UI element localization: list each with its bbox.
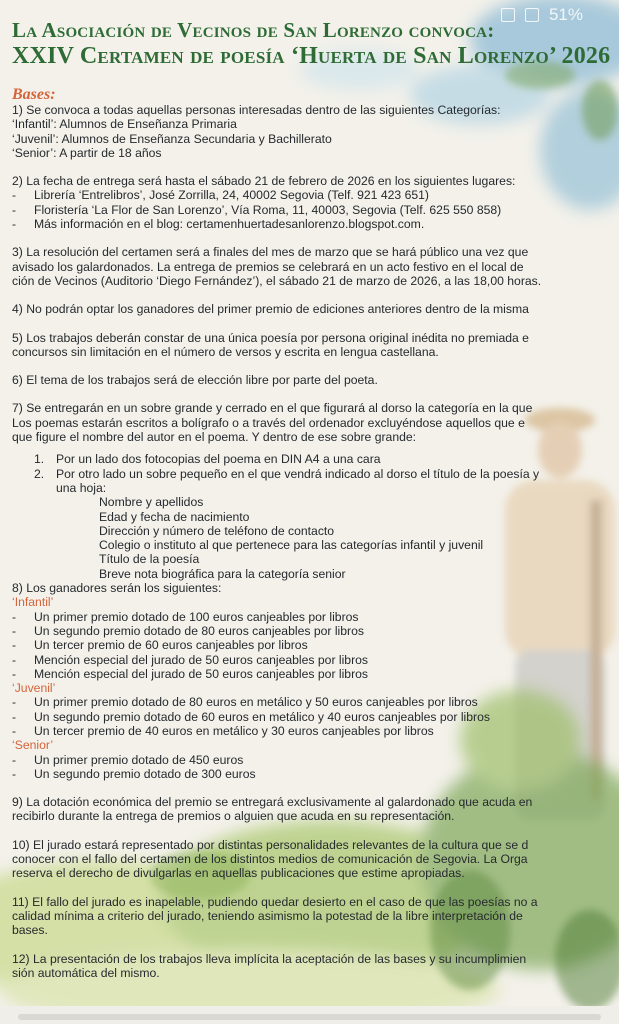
notification-icon — [501, 8, 515, 22]
required-field: Título de la poesía — [99, 552, 200, 567]
rule-3-text: ción de Vecinos (Auditorio ‘Diego Fernández’), el sábado 21 de marzo de 2026, a las 18,00 horas. — [12, 273, 542, 288]
rule-6-text: 6) El tema de los trabajos será de elección libre por parte del poeta. — [12, 373, 378, 388]
category-line: ‘Senior’: A partir de 18 años — [12, 145, 162, 160]
required-field: Nombre y apellidos — [99, 495, 204, 510]
rule-5-text: 5) Los trabajos deberán constar de una única poesía por persona original inédita no premiada e — [12, 330, 529, 345]
notification-icon — [525, 8, 539, 22]
required-field: Dirección y número de teléfono de contacto — [99, 523, 335, 538]
category-line: ‘Infantil’: Alumnos de Enseñanza Primaria — [12, 117, 237, 132]
rule-12-text: 12) La presentación de los trabajos lleva implícita la aceptación de las bases y su incumplimien — [12, 951, 527, 966]
prize-item: - Un segundo premio dotado de 80 euros canjeables por libros — [12, 624, 619, 638]
document — [12, 18, 619, 1003]
list-item: 2. Por otro lado un sobre pequeño en el que vendrá indicado al dorso el título de la poesía y — [34, 466, 540, 481]
rule-11-text: calidad mínima a criterio del jurado, teniendo asimismo la potestad de la libre interpretación de — [12, 908, 523, 923]
prize-item: - Un tercer premio de 40 euros en metálico y 30 euros canjeables por libros — [12, 724, 619, 738]
rule-4-text: 4) No podrán optar los ganadores del primer premio de ediciones anteriores dentro de la misma — [12, 302, 529, 317]
prize-item: - Un primer premio dotado de 100 euros canjeables por libros — [12, 610, 619, 624]
header-line: La Asociación de Vecinos de San Lorenzo convoca: — [12, 18, 495, 42]
prize-category: ‘Juvenil’ — [12, 681, 56, 696]
rule-5-text: concursos sin limitación en el número de versos y escrita en lengua castellana. — [12, 344, 439, 359]
prize-item: - Un primer premio dotado de 450 euros — [12, 753, 619, 767]
rule-7-text: Los poemas estarán escritos a bolígrafo o a través del ordenador excluyéndose aquellos que e — [12, 415, 525, 430]
rule-12-text: sión automática del mismo. — [12, 965, 160, 980]
category-line: ‘Juvenil’: Alumnos de Enseñanza Secundaria y Bachillerato — [12, 131, 332, 146]
scroll-indicator — [18, 1014, 601, 1020]
prize-category: ‘Senior’ — [12, 738, 54, 753]
list-item-continuation: una hoja: — [56, 480, 107, 495]
blog-info: - Más información en el blog: certamenhuertadesanlorenzo.blogspot.com. — [12, 217, 619, 231]
battery-level: 51% — [548, 5, 583, 24]
rule-7-text: que figure el nombre del autor en el poema. Y dentro de ese sobre grande: — [12, 430, 417, 445]
prize-item: - Mención especial del jurado de 50 euros canjeables por libros — [12, 653, 619, 667]
rule-9-text: 9) La dotación económica del premio se entregará exclusivamente al galardonado que acuda en — [12, 795, 533, 810]
bases-heading: Bases: — [12, 86, 56, 103]
rule-3-text: 3) La resolución del certamen será a finales del mes de marzo que se hará público una vez que — [12, 245, 529, 260]
rule-11-text: bases. — [12, 923, 48, 938]
list-item: 1. Por un lado dos fotocopias del poema en DIN A4 a una cara — [34, 452, 381, 467]
rule-2-text: 2) La fecha de entrega será hasta el sábado 21 de febrero de 2026 en los siguientes lugares: — [12, 174, 516, 189]
rule-1-text: 1) Se convoca a todas aquellas personas interesadas dentro de las siguientes Categorías: — [12, 103, 501, 117]
prize-item: - Un primer premio dotado de 80 euros en metálico y 50 euros canjeables por libros — [12, 695, 619, 709]
rules-body — [12, 103, 619, 980]
rule-3-text: avisado los galardonados. La entrega de premios se celebrará en un acto festivo en el local de — [12, 259, 524, 274]
bottom-edge — [0, 1006, 619, 1024]
rule-11-text: 11) El fallo del jurado es inapelable, pudiendo quedar desierto en el caso de que las poesías no a — [12, 894, 538, 909]
prize-item: - Un segundo premio dotado de 60 euros en metálico y 40 euros canjeables por libros — [12, 710, 619, 724]
rule-7-text: 7) Se entregarán en un sobre grande y cerrado en el que figurará al dorso la categoría en la que — [12, 401, 533, 416]
required-field: Colegio o instituto al que pertenece para las categorías infantil y juvenil — [99, 538, 484, 553]
rule-9-text: recibirlo durante la entrega de premios o alguien que acuda en su representación. — [12, 809, 455, 824]
rule-10-text: reserva el derecho de divulgarlas en aquellas publicaciones que estime apropiadas. — [12, 866, 465, 881]
rule-10-text: 10) El jurado estará representado por distintas personalidades relevantes de la cultura que se d — [12, 837, 529, 852]
delivery-place: - Librería ‘Entrelibros’, José Zorrilla, 24, 40002 Segovia (Telf. 921 423 651) — [12, 188, 619, 202]
required-field: Breve nota biográfica para la categoría senior — [99, 566, 346, 581]
rule-8-text: 8) Los ganadores serán los siguientes: — [12, 581, 222, 596]
prize-item: - Un segundo premio dotado de 300 euros — [12, 767, 619, 781]
page-title: XXIV Certamen de poesía ‘Huerta de San Lorenzo’ 2026 — [12, 43, 611, 69]
rule-10-text: conocer con el fallo del certamen de los distintos medios de comunicación de Segovia. La Orga — [12, 852, 528, 867]
delivery-place: - Floristería ‘La Flor de San Lorenzo’, Vía Roma, 11, 40003, Segovia (Telf. 625 550 858) — [12, 203, 619, 217]
required-field: Edad y fecha de nacimiento — [99, 509, 250, 524]
prize-category: ‘Infantil’ — [12, 595, 54, 610]
status-bar — [501, 6, 583, 24]
prize-item: - Mención especial del jurado de 50 euros canjeables por libros — [12, 667, 619, 681]
prize-item: - Un tercer premio de 60 euros canjeables por libros — [12, 638, 619, 652]
